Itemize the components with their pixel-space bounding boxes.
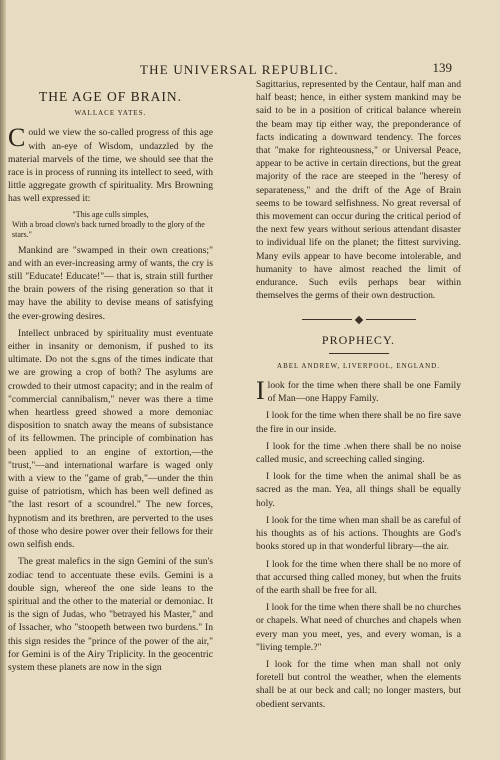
right-column bbox=[256, 78, 461, 715]
article-paragraph: Sagittarius, represented by the Centaur, half man and half beast; hence, in either system mankind may be said to be in a position of critical balance wherein the beam may tip either way, the preponderance of facts indicating a downward tendency. The forces that "make for righteousness," or Universal Peace, appear to be active in certain directions, but the great majority of the race are steeped in the "heresy of separateness," and the drift of the Age of Brain seems to be toward selfishness. No great reversal of this movement can occur during the critical period of the next few years without serious attendant disaster to individual life on the planet; the fittest surviving. Many evils appear to have become intolerable, and humanity to have almost reached the limit of endurance. Such evils perhaps bear within themselves the germs of their own destruction. bbox=[256, 79, 461, 302]
article-paragraph: I look for the time when man shall not only foretell but control the weather, when the elements shall be at our beck and call; no longer masters, but obedient servants. bbox=[256, 658, 461, 710]
article-byline: ABEL ANDREW, LIVERPOOL, ENGLAND. bbox=[277, 361, 440, 370]
article-byline: WALLACE YATES. bbox=[74, 109, 147, 118]
article-paragraph: Could we view the so-called progress of this age with an-eye of Wisdom, undazzled by the material marvels of the time, we should see that the race is in process of running its intellect to seed, with little aggregate growth cf spirituality. Mrs Browning has well expressed it: bbox=[8, 123, 213, 205]
article-paragraph: I look for the time when there shall be no fire save the fire in our inside. bbox=[256, 410, 461, 435]
article-paragraph: I look for the time .when there shall be no noise called music, and screeching called singing. bbox=[256, 440, 461, 466]
article-paragraph: Intellect unbraced by spirituality must eventuate either in insanity or demonism, if pushed to its ultimate. Do not the s.gns of the times indicate that we are growing a crop of both? The asylums are crowded to their utmost capacity; and in the realm of "commercial cannibalism," never was there a time when heartless greed showed a more demoniac disposition to snatch away the means of subsistance of its fellowmen. The principle of combination has been applied to an engine of extortion,—the "trust,"—and international warfare is waged only with a view to the "game of grab,"—under the thin guise of patriotism, which has been well defined as "the last resort of a scoundrel." The new forces, hypnotism and its brethren, are perverted to the uses of those who desire power over their fellows for their own selfish ends. bbox=[8, 327, 213, 551]
article-paragraph: Mankind are "swamped in their own creations;" and with an ever-increasing army of wants, the cry is still "Educate! Educate!"— that is, strain still further the brain powers of the rising generation so that it may have the ability to devise means of satisfying the ever-growing desires. bbox=[8, 244, 213, 322]
page-number: 139 bbox=[432, 60, 452, 75]
running-head: THE UNIVERSAL REPUBLIC. bbox=[140, 62, 339, 77]
title-rule bbox=[329, 353, 389, 354]
article-paragraph: The great malefics in the sign Gemini of the sun's zodiac tend to accentuate these evils. Gemini is a double sign, whereof the one side leans to the spiritual and the other to the material or demoniac. It is the sign of Judas, who "betrayed his Master," and of Issacher, who "stoopeth between two burdens." In this sign resides the "prince of the power of the air," for Gemini is of the Airy Triplicity. In the geocentric system these planets are now in the sign bbox=[8, 556, 213, 673]
left-column bbox=[8, 78, 213, 678]
article-paragraph: Ilook for the time when there shall be one Family of Man—one Happy Family. bbox=[256, 376, 461, 406]
article-paragraph: I look for the time when there shall be no churches or chapels. What need of churches and chapels when every man you meet, yes, and every woman, is a "living temple.?" bbox=[256, 602, 462, 653]
article-paragraph: I look for the time when the animal shall be as sacred as the man. Yea, all things shall be equally holy. bbox=[256, 471, 461, 509]
drop-cap: I bbox=[256, 376, 265, 406]
page-binding-edge bbox=[0, 0, 6, 760]
poetry-quote bbox=[8, 210, 213, 240]
article-paragraph: I look for the time when there shall be no more of that accursed thing called money, but when the fruits of the earth shall be free for all. bbox=[256, 558, 461, 596]
article-title-prophecy: PROPHECY. bbox=[321, 332, 396, 347]
article-title-age-of-brain: THE AGE OF BRAIN. bbox=[38, 89, 182, 104]
drop-cap: C bbox=[8, 123, 26, 153]
article-paragraph: I look for the time when man shall be as careful of his thoughts as of his actions. Thoughts are God's books stored up in that wonderful library—the air. bbox=[256, 514, 461, 553]
quote-line: "This age culls simples, bbox=[72, 209, 149, 219]
section-divider bbox=[256, 312, 461, 325]
quote-line: With a broad clown's back turned broadly to the glory of the stars." bbox=[12, 219, 205, 239]
diamond-ornament-icon bbox=[354, 315, 362, 323]
